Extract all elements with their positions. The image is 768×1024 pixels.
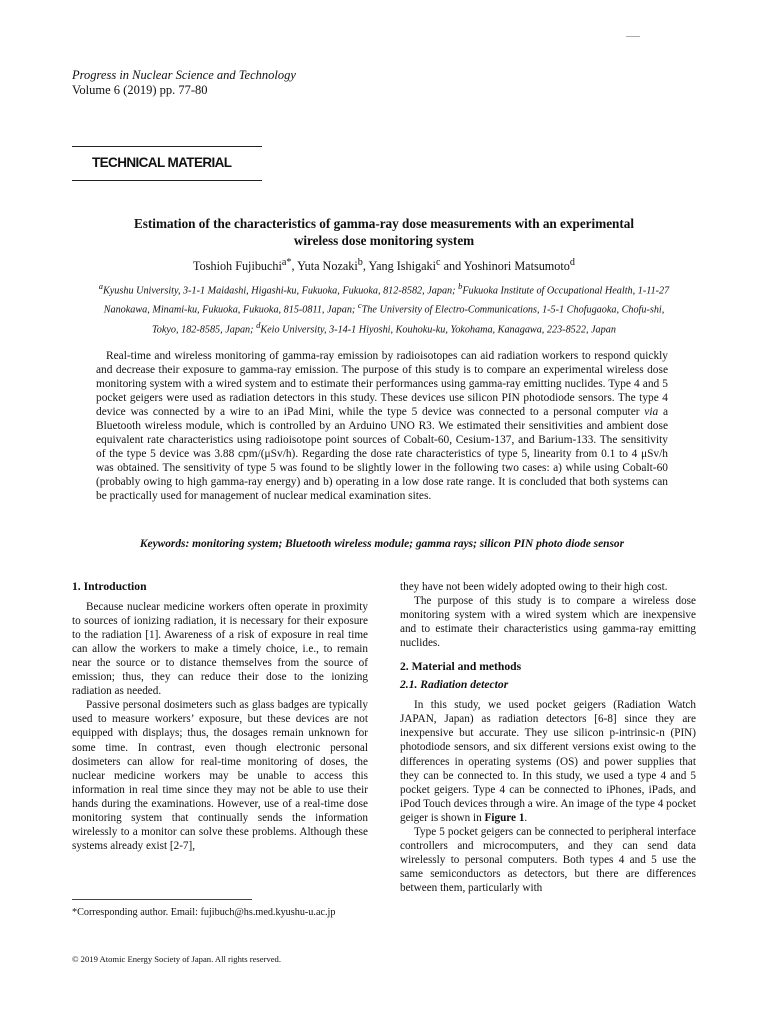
affil-d: Keio University, 3-14-1 Hiyoshi, Kouhoku-ku, Yokohama, Kanagawa, 223-8522, Japan [260, 324, 616, 336]
figure-1-ref[interactable]: Figure 1 [484, 811, 525, 824]
methods-paragraph-1-text: In this study, we used pocket geigers (Radiation Watch JAPAN, Japan) as radiation detectors [6-8] since they are inexpensive but accurate. They use silicon p-intrinsic-n (PIN) photodiode sensors, and six different versions exist owing to the differences in operating systems (OS) and power supplies that they can be connected to. In this study, we used a type 4 and 5 pocket geigers. Type 4 can be connected to iPhones, iPads, and iPod Touch devices through a wire. An image of the type 4 pocket geiger is shown in [400, 699, 696, 824]
affil-c-sup: c [357, 300, 362, 311]
journal-header [72, 68, 296, 98]
journal-volume: Volume 6 (2019) pp. 77-80 [72, 83, 208, 97]
corner-mark [626, 36, 640, 37]
copyright: © 2019 Atomic Energy Society of Japan. All rights reserved. [72, 954, 282, 964]
author-3: Yang Ishigaki [368, 259, 436, 274]
author-3-sup: c [436, 257, 441, 268]
author-4-sup: d [569, 257, 575, 268]
author-sep: and [440, 259, 464, 274]
affil-b: Fukuoka Institute of Occupational Health, 1-11-27 Nanokawa, Minami-ku, Fukuoka, Fukuoka, 815-0811, Japan; [103, 285, 670, 316]
author-1-sup: a* [281, 257, 292, 268]
intro-paragraph-2: Passive personal dosimeters such as glass badges are typically used to measure workers’ exposure, but these devices are not equipped with displays; thus, the dosages remain unknown for some time. In contrast, even though electronic personal dosimeters can allow for real-time monitoring of doses, the nuclear medicine workers may be unable to access this information in real time since they may not be able to use their hands during the examinations. However, use of a real-time dose monitoring system that continually sends the information wirelessly to a monitor can solve these problems. Although these systems already exist [2-7], [72, 699, 368, 852]
affiliations [92, 279, 676, 337]
intro-paragraph-continued: they have not been widely adopted owing to their high cost. [400, 581, 668, 593]
methods-paragraph-1 [400, 698, 696, 824]
right-column [400, 580, 696, 895]
subsection-heading-detector: 2.1. Radiation detector [400, 678, 509, 692]
author-sep: , [291, 259, 298, 274]
journal-name: Progress in Nuclear Science and Technology [72, 68, 296, 82]
affil-d-sup: d [256, 319, 261, 330]
section-heading-introduction: 1. Introduction [72, 580, 147, 593]
paper-title [84, 215, 684, 249]
footnote-rule [72, 899, 252, 900]
author-list [84, 257, 684, 274]
title-line-2: wireless dose monitoring system [293, 233, 475, 248]
footnote: *Corresponding author. Email: fujibuch@hs.med.kyushu-u.ac.jp [72, 907, 336, 918]
methods-paragraph-2: Type 5 pocket geigers can be connected to peripheral interface controllers and microcomputers, and they can send data wirelessly to personal computers. Both types 4 and 5 use the same semiconductors as detectors, but there are differences between them, particularly with [400, 825, 696, 894]
section-rule-bottom [72, 180, 262, 181]
abstract [96, 349, 668, 504]
affil-a-sup: a [98, 281, 103, 291]
keywords: Keywords: monitoring system; Bluetooth wireless module; gamma rays; silicon PIN photo diode sensor [139, 538, 625, 550]
title-line-1: Estimation of the characteristics of gamma-ray dose measurements with an experimental [133, 216, 635, 231]
affil-c: The University of Electro-Communications, 1-5-1 Chofugaoka, Chofu-shi, Tokyo, 182-8585, Japan; [152, 304, 665, 336]
affil-b-sup: b [458, 281, 463, 291]
methods-paragraph-1-end: . [524, 811, 528, 824]
left-column [72, 580, 368, 853]
author-1: Toshioh Fujibuchi [193, 259, 282, 274]
abstract-part-2: a Bluetooth wireless module, which is controlled by an Arduino UNO R3. We estimated their sensitivities and ambient dose equivalent rate characteristics using radioisotope point sources of Cobalt-60, Cesium-137, and Barium-133. The sensitivity of the type 5 device was 3.88 cpm/(μSv/h). Regarding the dose rate characteristics of type 5, linearity from 0.1 to 4 μSv/h was obtained. The sensitivity of type 5 was found to be slightly lower in the following two cases: a) while using Cobalt-60 (probably owing to high gamma-ray energy) and b) operating in a low dose rate range. It is concluded that both systems can be practically used for management of nuclear medical examination sites. [96, 406, 668, 503]
section-rule-top [72, 146, 262, 147]
abstract-part-1: Real-time and wireless monitoring of gamma-ray emission by radioisotopes can aid radiation workers to respond quickly and decrease their exposure to gamma-ray emission. The purpose of this study is to compare an experimental wireless dose monitoring system with a wired system and to estimate their performances using gamma-ray emitting nuclides. Type 4 and 5 pocket geigers were used as radiation detectors in this study. These devices use silicon PIN photodiode sensors. The type 4 device was connected by a wire to an iPad Mini, while the type 5 device was connected to a personal computer [96, 350, 668, 419]
intro-paragraph-1: Because nuclear medicine workers often operate in proximity to sources of ionizing radiation, it is necessary for their exposure to the radiation [1]. Awareness of a risk of exposure in real time can allow the workers to make a timely choice, i.e., to remain near the source or to distance themselves from the source of emission; thus, they can reduce their dose to the ionizing radiation as needed. [72, 601, 368, 698]
author-4: Yoshinori Matsumoto [463, 259, 570, 274]
intro-paragraph-3: The purpose of this study is to compare a wireless dose monitoring system with a wired system which are inexpensive and to estimate their characteristics using gamma-ray emitting nuclides. [400, 595, 696, 650]
author-sep: , [362, 259, 369, 274]
author-2: Yuta Nozaki [297, 259, 358, 274]
affil-a: Kyushu University, 3-1-1 Maidashi, Higashi-ku, Fukuoka, Fukuoka, 812-8582, Japan; [102, 285, 459, 297]
section-heading-methods: 2. Material and methods [400, 660, 522, 674]
section-label: TECHNICAL MATERIAL [92, 155, 232, 170]
abstract-via: via [644, 406, 659, 419]
author-2-sup: b [357, 257, 363, 268]
